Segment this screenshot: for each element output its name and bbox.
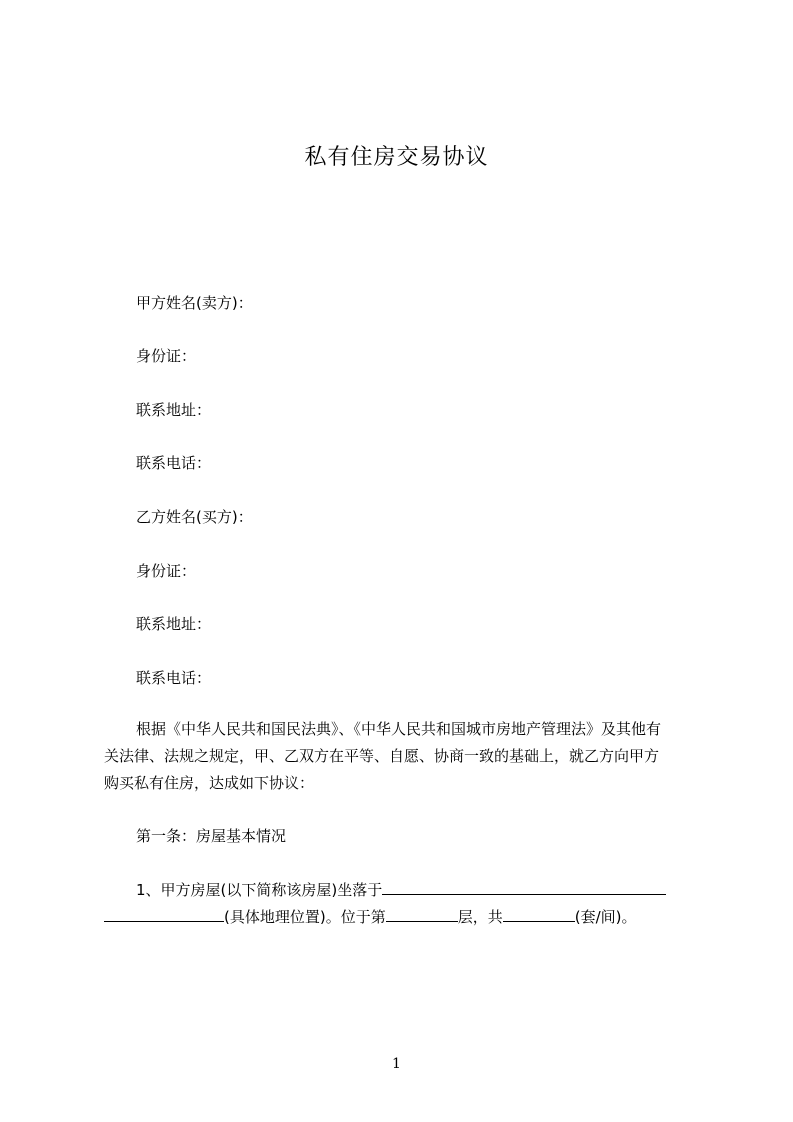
article-1-heading: 第一条：房屋基本情况: [136, 827, 287, 845]
buyer-id-label: 身份证：: [136, 562, 197, 580]
seller-address-label: 联系地址：: [136, 401, 212, 419]
clause-1-line-1: [136, 879, 666, 900]
preamble-line-3: 购买私有住房，达成如下协议：: [104, 774, 315, 792]
seller-phone-label: 联系电话：: [136, 454, 212, 472]
clause-1-line-2: [104, 906, 637, 927]
buyer-name-label: 乙方姓名(买方)：: [136, 508, 253, 526]
preamble-line-2: 关法律、法规之规定，甲、乙双方在平等、自愿、协商一致的基础上，就乙方向甲方: [104, 747, 660, 765]
set-unit-text: (套/间)。: [574, 908, 637, 926]
document-title: 私有住房交易协议: [304, 145, 489, 170]
location-blank: [382, 880, 666, 895]
seller-name-label: 甲方姓名(卖方)：: [136, 294, 253, 312]
buyer-address-label: 联系地址：: [136, 615, 212, 633]
page-number: 1: [392, 1056, 401, 1072]
seller-id-label: 身份证：: [136, 347, 197, 365]
location-blank-continued: [104, 907, 224, 922]
total-sets-blank: [503, 907, 575, 922]
buyer-phone-label: 联系电话：: [136, 669, 212, 687]
clause-1-text: 1、甲方房屋(以下简称该房屋)坐落于: [136, 881, 383, 899]
floor-unit-text: 层，共: [457, 908, 503, 926]
floor-blank: [386, 907, 458, 922]
preamble-line-1: 根据《中华人民共和国民法典》、《中华人民共和国城市房地产管理法》及其他有: [136, 720, 662, 738]
location-note: (具体地理位置)。位于第: [224, 908, 386, 926]
